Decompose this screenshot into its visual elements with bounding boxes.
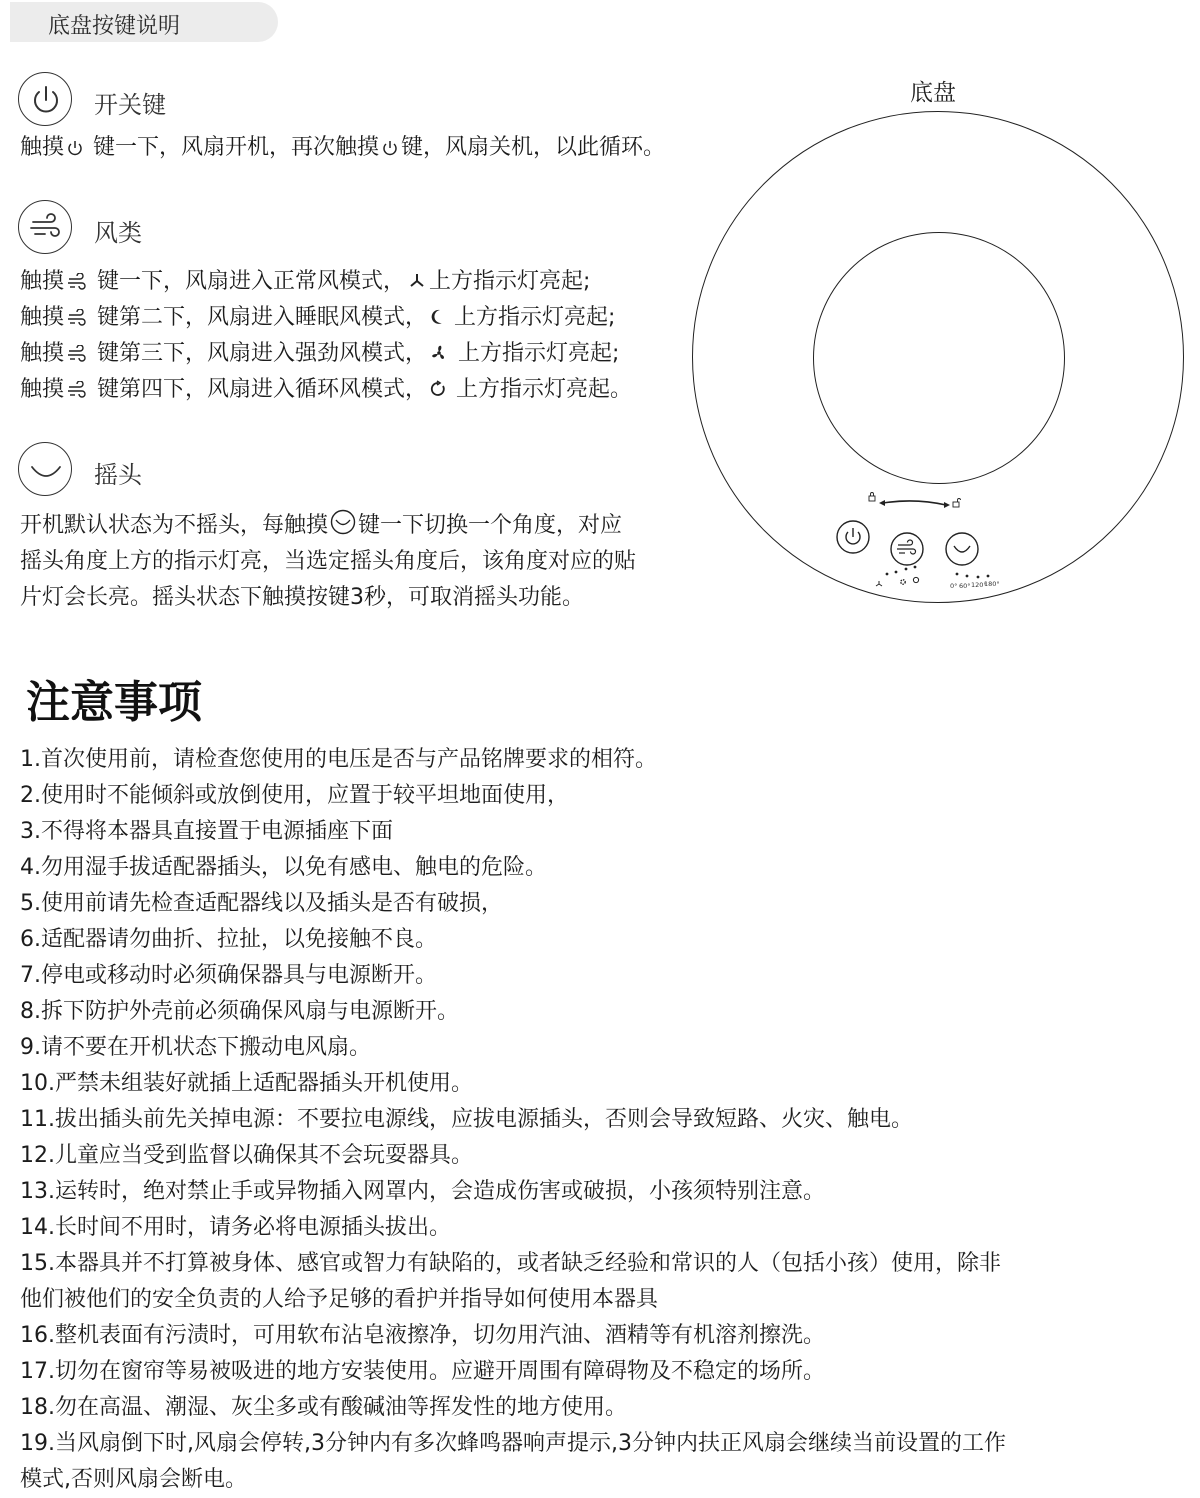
wind-icon: [18, 200, 72, 254]
swing-range-arc: [883, 501, 946, 505]
power-icon: [66, 139, 84, 157]
section-tab-label: 底盘按键说明: [48, 14, 181, 39]
wind-desc-line: 触摸 键第二下，风扇进入睡眠风模式， 上方指示灯亮起;: [20, 305, 616, 330]
note-item: 1.首次使用前，请检查您使用的电压是否与产品铭牌要求的相符。: [20, 747, 657, 772]
wind-desc-line: 触摸 键一下，风扇进入正常风模式， 上方指示灯亮起;: [20, 269, 591, 294]
wind-icon: [66, 381, 88, 399]
note-item: 12.儿童应当受到监督以确保其不会玩耍器具。: [20, 1143, 473, 1168]
note-item: 5.使用前请先检查适配器线以及插头是否有破损，: [20, 891, 503, 916]
wind-key-title: 风类: [94, 219, 142, 247]
note-item: 14.长时间不用时，请务必将电源插头拔出。: [20, 1215, 451, 1240]
angle-label: 120°: [971, 581, 987, 589]
note-item: 18.勿在高温、潮湿、灰尘多或有酸碱油等挥发性的地方使用。: [20, 1395, 627, 1420]
strong-wind-fan-icon: [429, 343, 449, 363]
note-item: 4.勿用湿手拔适配器插头，以免有感电、触电的危险。: [20, 855, 547, 880]
angle-label: 0°: [950, 582, 958, 590]
wind-desc-line: 触摸 键第三下，风扇进入强劲风模式， 上方指示灯亮起;: [20, 341, 620, 366]
swing-desc-line: 开机默认状态为不摇头，每触摸 键一下切换一个角度，对应: [20, 508, 622, 544]
normal-wind-icon: [407, 271, 427, 291]
lock-icon: [869, 493, 875, 502]
base-control-panel: [693, 112, 1185, 604]
note-item: 3.不得将本器具直接置于电源插座下面: [20, 819, 393, 844]
section-tab: [10, 2, 278, 42]
notes-list: [20, 742, 1006, 1498]
cycle-wind-icon: [429, 379, 447, 399]
base-swing-button: [946, 533, 978, 565]
angle-label: 60°: [959, 582, 971, 590]
power-icon: [381, 139, 399, 157]
angle-label: 180°: [984, 580, 1000, 588]
unlock-icon: [953, 499, 961, 507]
notes-title: 注意事项: [26, 677, 202, 728]
power-desc-line: 触摸 键一下，风扇开机，再次触摸 键，风扇关机，以此循环。: [20, 135, 666, 160]
swing-icon: [18, 442, 72, 496]
wind-icon: [66, 345, 88, 363]
wind-mode-indicators: [876, 566, 919, 586]
note-item: 15.本器具并不打算被身体、感官或智力有缺陷的，或者缺乏经验和常识的人（包括小孩）使用，除非: [20, 1251, 1001, 1276]
note-item: 17.切勿在窗帘等易被吸进的地方安装使用。应避开周围有障碍物及不稳定的场所。: [20, 1359, 825, 1384]
swing-desc-line: 片灯会长亮。摇头状态下触摸按键3秒，可取消摇头功能。: [20, 585, 584, 610]
note-item: 9.请不要在开机状态下搬动电风扇。: [20, 1035, 371, 1060]
power-key-title: 开关键: [94, 91, 166, 119]
wind-icon: [66, 309, 88, 327]
note-item: 16.整机表面有污渍时，可用软布沾皂液擦净，切勿用汽油、酒精等有机溶剂擦洗。: [20, 1323, 825, 1348]
wind-icon: [66, 273, 88, 291]
wind-desc-line: 触摸 键第四下，风扇进入循环风模式， 上方指示灯亮起。: [20, 377, 633, 402]
swing-desc-line: 摇头角度上方的指示灯亮，当选定摇头角度后，该角度对应的贴: [20, 549, 637, 574]
swing-angle-indicators: [950, 573, 1000, 590]
sleep-moon-icon: [429, 307, 445, 327]
swing-key-title: 摇头: [94, 461, 142, 489]
base-power-button: [837, 521, 869, 553]
note-item: 10.严禁未组装好就插上适配器插头开机使用。: [20, 1071, 473, 1096]
note-item: 2.使用时不能倾斜或放倒使用，应置于较平坦地面使用，: [20, 783, 569, 808]
note-item: 13.运转时，绝对禁止手或异物插入网罩内，会造成伤害或破损，小孩须特别注意。: [20, 1179, 825, 1204]
note-item: 8.拆下防护外壳前必须确保风扇与电源断开。: [20, 999, 459, 1024]
swing-icon: [330, 509, 356, 535]
power-icon: [18, 72, 72, 126]
note-item: 他们被他们的安全负责的人给予足够的看护并指导如何使用本器具: [20, 1287, 659, 1312]
note-item: 19.当风扇倒下时,风扇会停转,3分钟内有多次蜂鸣器响声提示,3分钟内扶正风扇会继续当前设置的工作: [20, 1431, 1006, 1456]
base-wind-button: [891, 533, 923, 565]
note-item: 6.适配器请勿曲折、拉扯，以免接触不良。: [20, 927, 437, 952]
note-item: 11.拔出插头前先关掉电源：不要拉电源线，应拔电源插头，否则会导致短路、火灾、触电。: [20, 1107, 913, 1132]
note-item: 模式,否则风扇会断电。: [20, 1467, 247, 1492]
note-item: 7.停电或移动时必须确保器具与电源断开。: [20, 963, 437, 988]
base-label: 底盘: [910, 80, 956, 106]
base-diagram: [692, 111, 1184, 603]
